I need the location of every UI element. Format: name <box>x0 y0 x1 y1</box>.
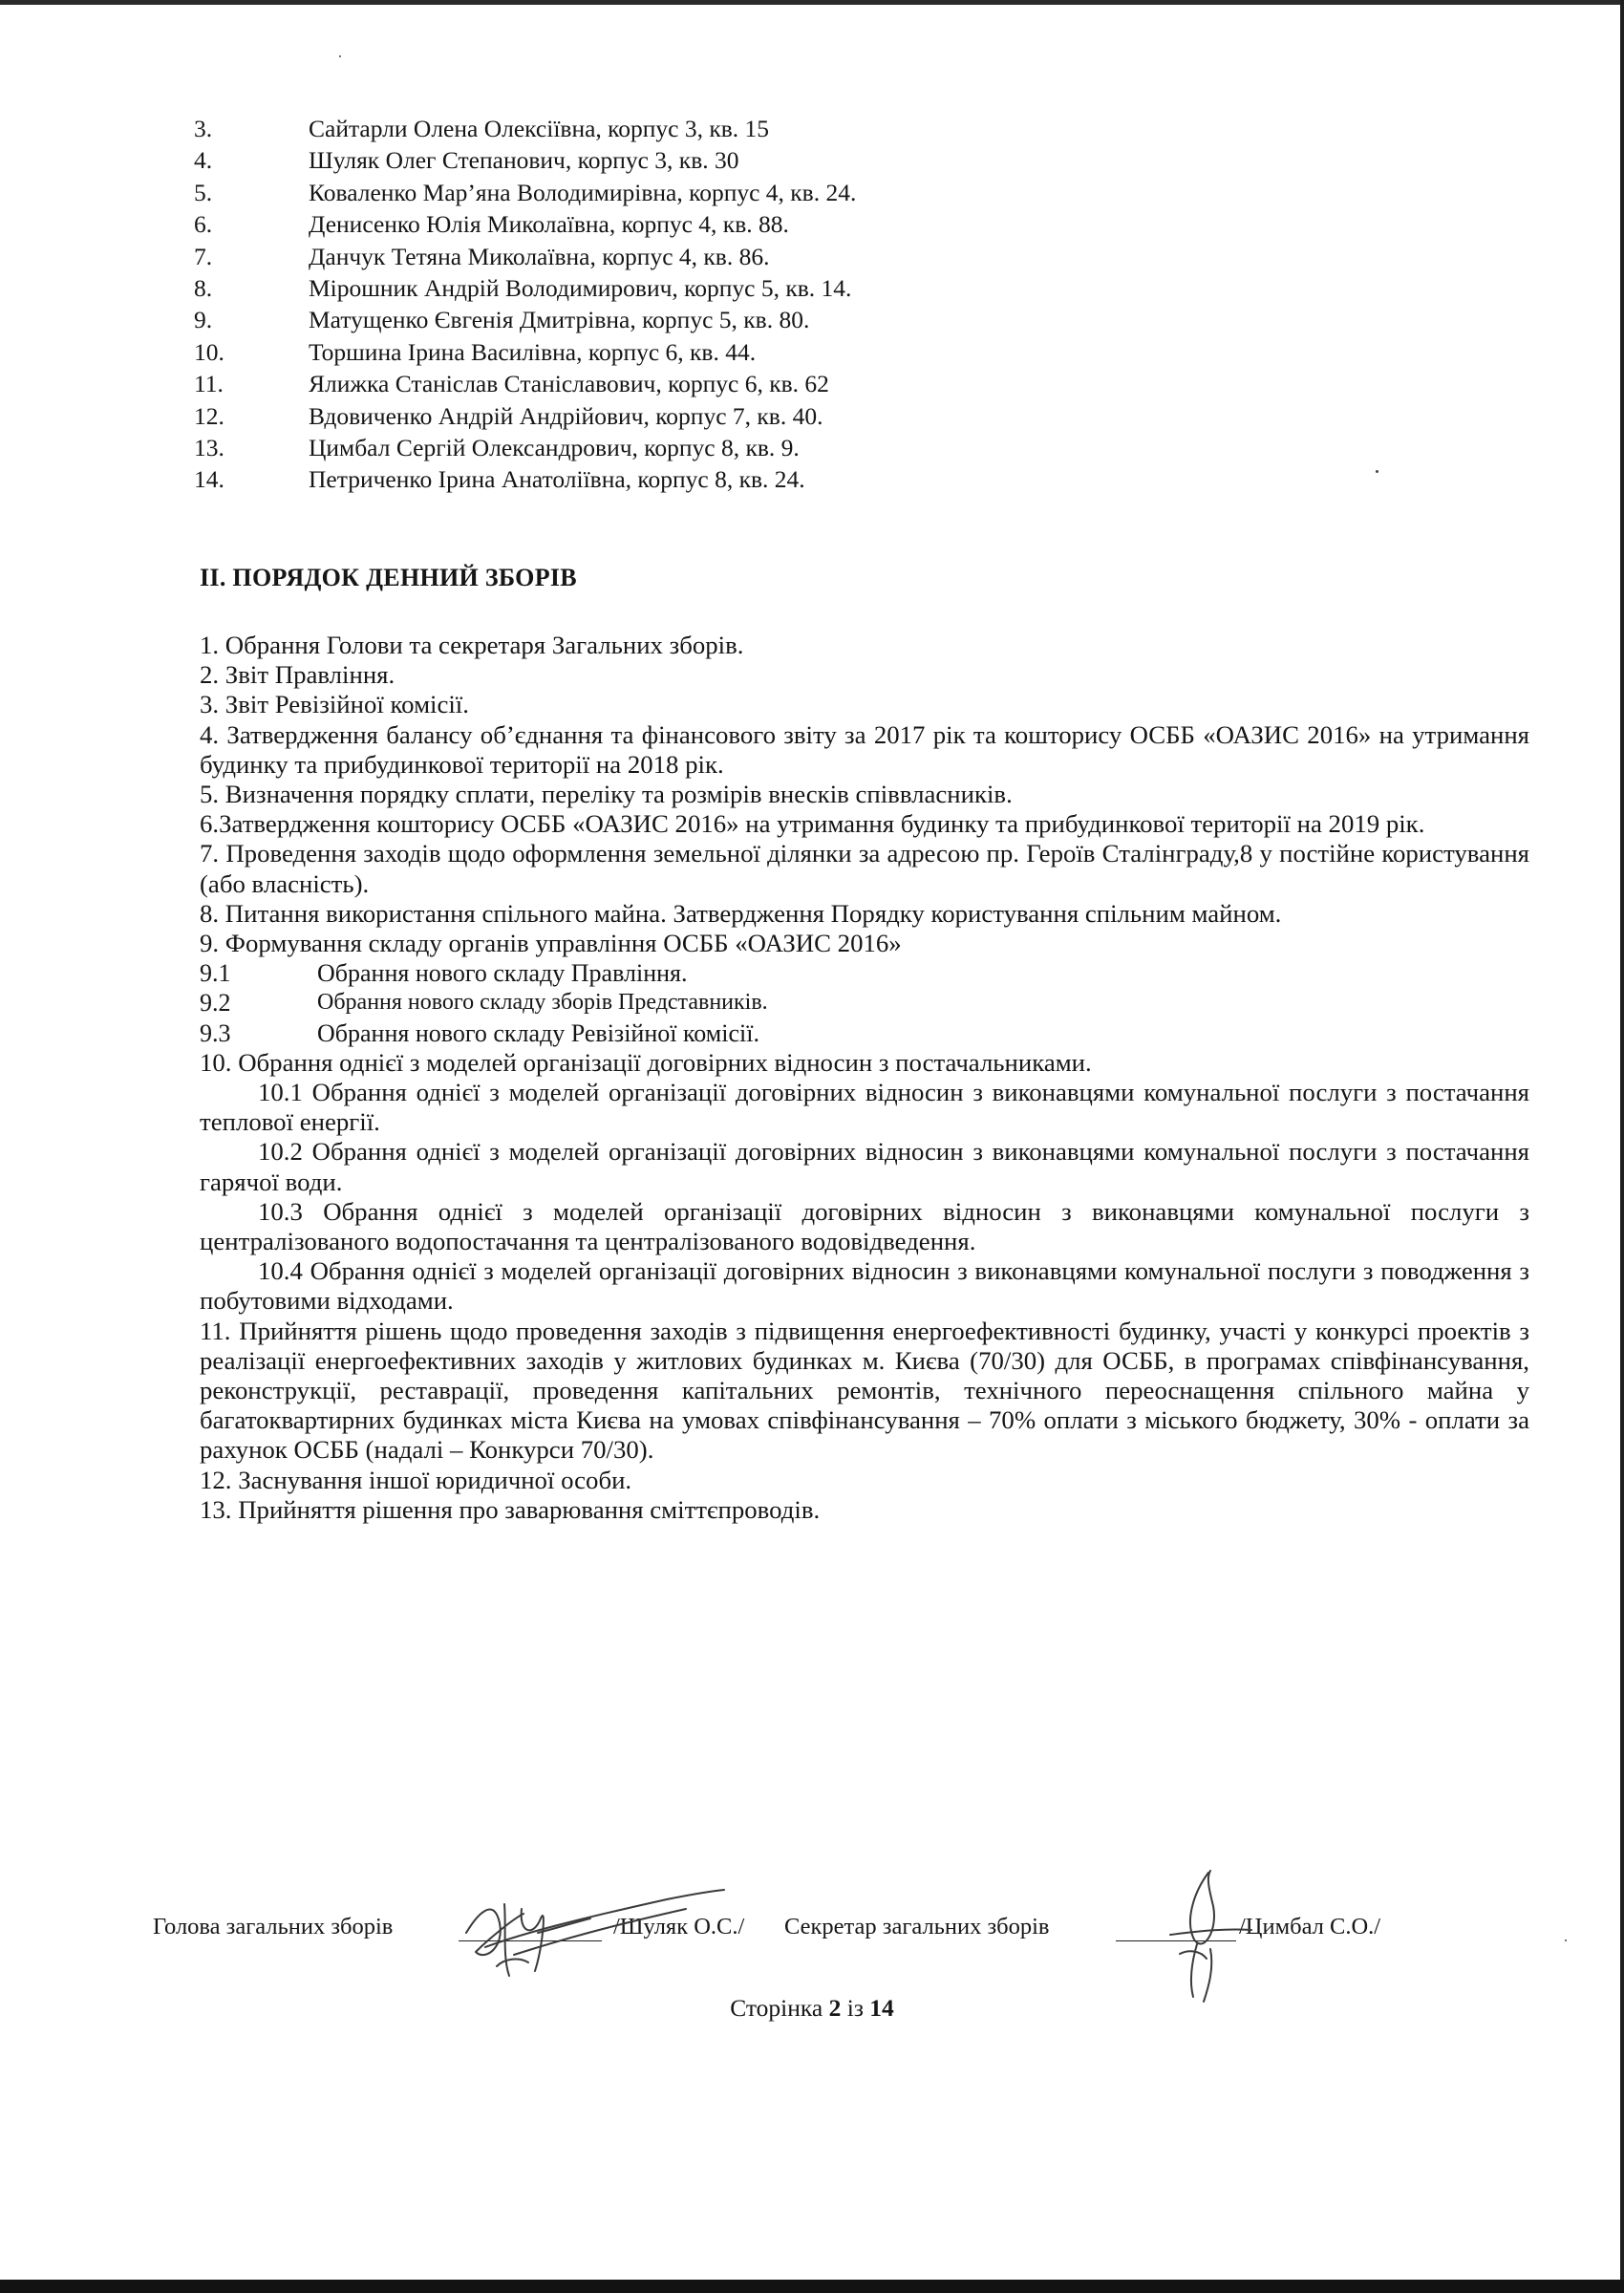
list-item-number: 5. <box>194 178 213 206</box>
chair-name: /Шуляк О.С./ <box>613 1914 745 1939</box>
page-number <box>0 1994 1624 2023</box>
list-item-number: 7. <box>194 242 213 270</box>
list-item-number: 11. <box>194 370 224 398</box>
page-total: 14 <box>869 1994 894 2022</box>
page-label: Сторінка <box>730 1994 823 2022</box>
list-item-number: 9. <box>194 306 213 334</box>
list-item <box>194 208 1436 240</box>
agenda-item-12: 12. Заснування іншої юридичної особи. <box>200 1465 632 1494</box>
list-item-text: Сайтарли Олена Олексіївна, корпус 3, кв. 15 <box>309 115 770 142</box>
list-item-text: Мірошник Андрій Володимирович, корпус 5, кв. 14. <box>309 273 852 302</box>
list-item-text: Торшина Ірина Василівна, корпус 6, кв. 44. <box>309 337 757 366</box>
list-item-number: 3. <box>194 115 213 142</box>
list-item <box>194 463 1436 495</box>
list-item <box>194 272 1436 304</box>
list-item-number: 12. <box>194 401 224 430</box>
scan-edge-bottom <box>0 2280 1624 2293</box>
chair-label: Голова загальних зборів <box>153 1914 394 1939</box>
signature-line <box>153 1914 1490 1961</box>
agenda-item-10-3: 10.3 Обрання однієї з моделей організації договірних відносин з виконавцями комунальної послуги з централізованого водопостачання та централізованого водовідведення. <box>200 1196 1529 1256</box>
secretary-signature-icon <box>1151 1863 1266 2006</box>
list-item <box>194 368 1436 399</box>
agenda-item-2: 2. Звіт Правління. <box>200 660 395 690</box>
scan-speck <box>339 55 341 57</box>
list-item-text: Шуляк Олег Степанович, корпус 3, кв. 30 <box>309 146 739 175</box>
list-item <box>194 432 1436 463</box>
agenda-item-7: 7. Проведення заходів щодо оформлення земельної ділянки за адресою пр. Героїв Сталінграду,8 у постійне користування (або власність). <box>200 839 1529 898</box>
section-title: ІІ. ПОРЯДОК ДЕННИЙ ЗБОРІВ <box>200 564 577 591</box>
secretary-name: /Цимбал С.О./ <box>1239 1914 1381 1939</box>
scan-edge-top <box>0 0 1624 5</box>
list-item <box>194 400 1436 432</box>
agenda-subitem-text: Обрання нового складу Правління. <box>317 959 688 988</box>
agenda-item-3: 3. Звіт Ревізійної комісії. <box>200 690 469 719</box>
agenda-subitem-number: 9.3 <box>200 1018 231 1047</box>
scan-speck <box>1376 470 1378 473</box>
agenda-item-9-3 <box>200 1018 1529 1048</box>
agenda-item-9-2 <box>200 988 1529 1018</box>
agenda-list <box>200 631 1529 1525</box>
list-item <box>194 144 1436 176</box>
list-item-number: 13. <box>194 433 224 461</box>
list-item-text: Цимбал Сергій Олександрович, корпус 8, кв. 9. <box>309 433 800 461</box>
list-item <box>194 113 1436 144</box>
agenda-subitem-text: Обрання нового складу зборів Представників. <box>317 990 768 1016</box>
list-item <box>194 241 1436 272</box>
list-item-text: Ялижка Станіслав Станіславович, корпус 6, кв. 62 <box>309 370 829 398</box>
list-item-number: 4. <box>194 146 213 175</box>
list-item <box>194 304 1436 335</box>
agenda-item-10-4: 10.4 Обрання однієї з моделей організації договірних відносин з виконавцями комунальної послуги з поводження з побутовими відходами. <box>200 1256 1529 1316</box>
agenda-item-9-1 <box>200 958 1529 988</box>
agenda-item-10-1: 10.1 Обрання однієї з моделей організації договірних відносин з виконавцями комунальної послуги з постачання теплової енергії. <box>200 1078 1529 1137</box>
agenda-subitem-number: 9.2 <box>200 989 231 1018</box>
list-item-number: 8. <box>194 273 213 302</box>
agenda-item-10: 10. Обрання однієї з моделей організації договірних відносин з постачальниками. <box>200 1047 1092 1077</box>
agenda-item-11: 11. Прийняття рішень щодо проведення заходів з підвищення енергоефективності будинку, участі у конкурсі проектів з реалізації енергоефективних заходів у житлових будинках м. Києва (70/30) для ОСББ, в програмах співфінансування, реконструкції, реставрації, проведення капітальних ремонтів, технічного переоснащення спільного майна у багатоквартирних будинках міста Києва на умовах співфінансування – 70% оплати з міського бюджету, 30% - оплати за рахунок ОСББ (надалі – Конкурси 70/30). <box>200 1316 1529 1465</box>
agenda-item-6: 6.Затвердження кошторису ОСББ «ОАЗИС 2016» на утримання будинку та прибудинкової території на 2019 рік. <box>200 809 1425 839</box>
agenda-item-5: 5. Визначення порядку сплати, переліку та розмірів внесків співвласників. <box>200 780 1013 809</box>
page-of: із <box>846 1994 864 2022</box>
scan-speck <box>1565 1939 1567 1941</box>
agenda-item-9: 9. Формування складу органів управління ОСББ «ОАЗИС 2016» <box>200 929 902 958</box>
list-item-text: Матущенко Євгенія Дмитрівна, корпус 5, кв. 80. <box>309 306 810 334</box>
list-item-number: 10. <box>194 337 224 366</box>
list-item-number: 6. <box>194 210 213 239</box>
agenda-item-8: 8. Питання використання спільного майна. Затвердження Порядку користування спільним майном. <box>200 898 1282 928</box>
list-item-number: 14. <box>194 465 224 494</box>
agenda-subitem-text: Обрання нового складу Ревізійної комісії. <box>317 1018 759 1047</box>
scan-edge-right <box>1620 0 1624 2293</box>
secretary-label: Секретар загальних зборів <box>784 1914 1050 1939</box>
chair-signature-icon <box>447 1880 762 1985</box>
list-item-text: Коваленко Мар’яна Володимирівна, корпус 4, кв. 24. <box>309 178 857 206</box>
agenda-item-10-2: 10.2 Обрання однієї з моделей організації договірних відносин з виконавцями комунальної послуги з постачання гарячої води. <box>200 1137 1529 1196</box>
list-item-text: Вдовиченко Андрій Андрійович, корпус 7, кв. 40. <box>309 401 823 430</box>
agenda-item-4: 4. Затвердження балансу об’єднання та фінансового звіту за 2017 рік та кошторису ОСББ «ОАЗИС 2016» на утримання будинку та прибудинкової території на 2018 рік. <box>200 719 1529 779</box>
list-item <box>194 336 1436 368</box>
page-current: 2 <box>828 1994 842 2022</box>
member-list <box>194 113 1436 496</box>
agenda-item-13: 13. Прийняття рішення про заварювання сміттєпроводів. <box>200 1494 821 1524</box>
list-item <box>194 177 1436 208</box>
list-item-text: Данчук Тетяна Миколаївна, корпус 4, кв. 86. <box>309 242 770 270</box>
list-item-text: Денисенко Юлія Миколаївна, корпус 4, кв. 88. <box>309 210 789 239</box>
agenda-subitem-number: 9.1 <box>200 959 231 988</box>
list-item-text: Петриченко Ірина Анатоліївна, корпус 8, кв. 24. <box>309 465 805 494</box>
agenda-item-1: 1. Обрання Голови та секретаря Загальних зборів. <box>200 631 744 659</box>
